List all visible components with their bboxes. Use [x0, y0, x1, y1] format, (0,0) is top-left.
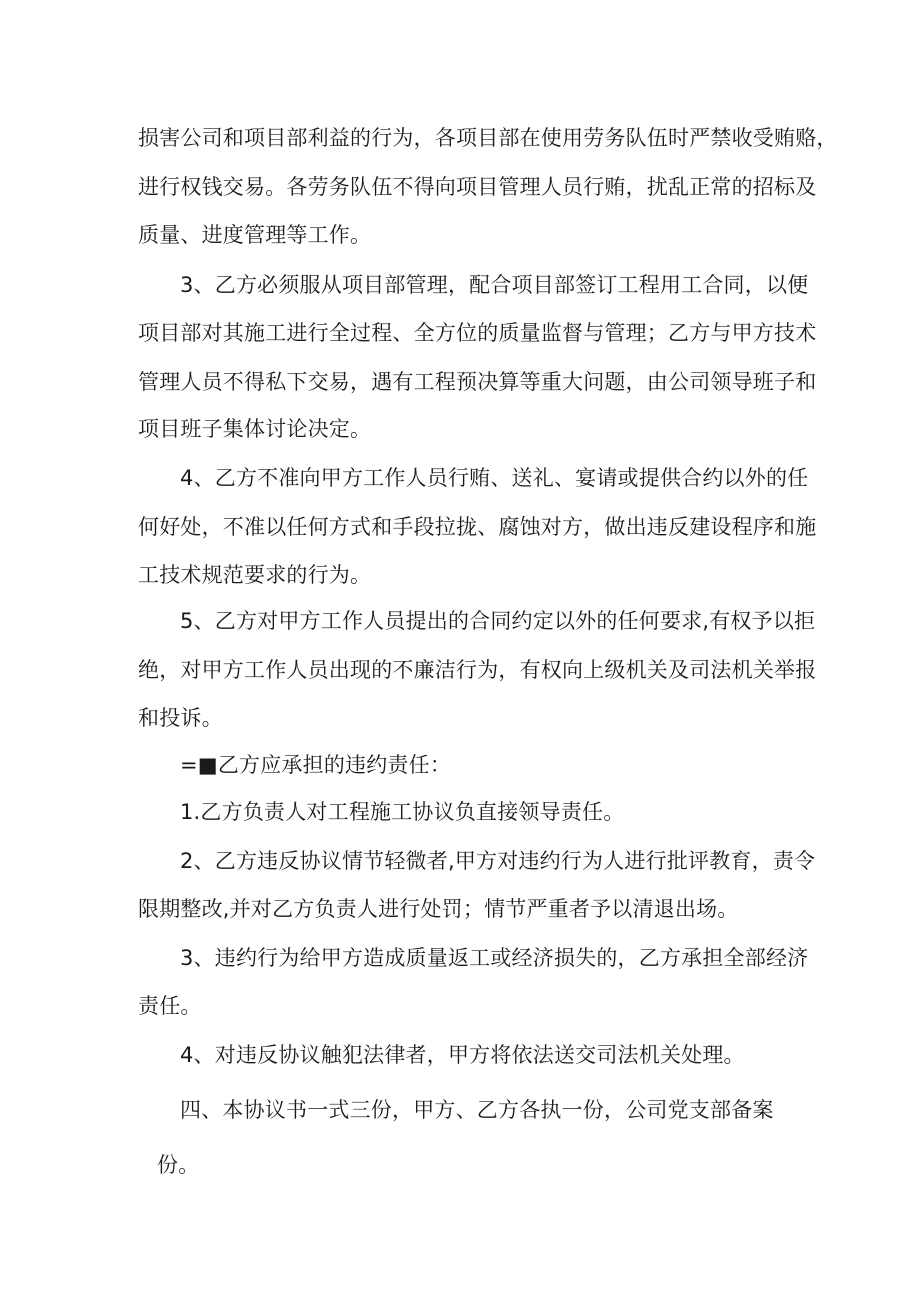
text-line-17: 限期整改,并对乙方负责人进行处罚；情节严重者予以清退出场。: [138, 897, 739, 921]
text-line-20: 4、对违反协议触犯法律者，甲方将依法送交司法机关处理。: [180, 1043, 745, 1067]
text-line-11: 5、乙方对甲方工作人员提出的合同约定以外的任何要求,有权予以拒: [180, 609, 816, 633]
text-line-10: 工技术规范要求的行为。: [138, 563, 372, 587]
text-line-12: 绝，对甲方工作人员出现的不廉洁行为，有权向上级机关及司法机关举报: [138, 658, 817, 682]
text-line-7: 项目班子集体讨论决定。: [138, 417, 372, 441]
text-line-15: 1.乙方负责人对工程施工协议负直接领导责任。: [180, 800, 625, 824]
text-line-22: 份。: [157, 1153, 200, 1177]
text-line-5: 项目部对其施工进行全过程、全方位的质量监督与管理；乙方与甲方技术: [138, 321, 817, 345]
text-line-1: 损害公司和项目部利益的行为，各项目部在使用劳务队伍时严禁收受贿赂，: [138, 126, 838, 150]
text-line-18: 3、违约行为给甲方造成质量返工或经济损失的，乙方承担全部经济: [180, 946, 809, 970]
text-line-16: 2、乙方违反协议情节轻微者,甲方对违约行为人进行批评教育，责令: [180, 849, 816, 873]
text-line-8: 4、乙方不准向甲方工作人员行贿、送礼、宴请或提供合约以外的任: [180, 466, 809, 490]
text-line-9: 何好处，不准以任何方式和手段拉拢、腐蚀对方，做出违反建设程序和施: [138, 515, 817, 539]
section-heading-breach-liability: =■乙方应承担的违约责任：: [180, 753, 452, 777]
text-line-6: 管理人员不得私下交易，遇有工程预决算等重大问题，由公司领导班子和: [138, 370, 817, 394]
text-line-2: 进行权钱交易。各劳务队伍不得向项目管理人员行贿，扰乱正常的招标及: [138, 175, 817, 199]
text-line-21: 四、本协议书一式三份，甲方、乙方各执一份，公司党支部备案: [180, 1098, 774, 1122]
text-line-3: 质量、进度管理等工作。: [138, 223, 372, 247]
text-line-19: 责任。: [138, 994, 202, 1018]
text-line-13: 和投诉。: [138, 706, 223, 730]
text-line-4: 3、乙方必须服从项目部管理，配合项目部签订工程用工合同，以便: [180, 273, 809, 297]
